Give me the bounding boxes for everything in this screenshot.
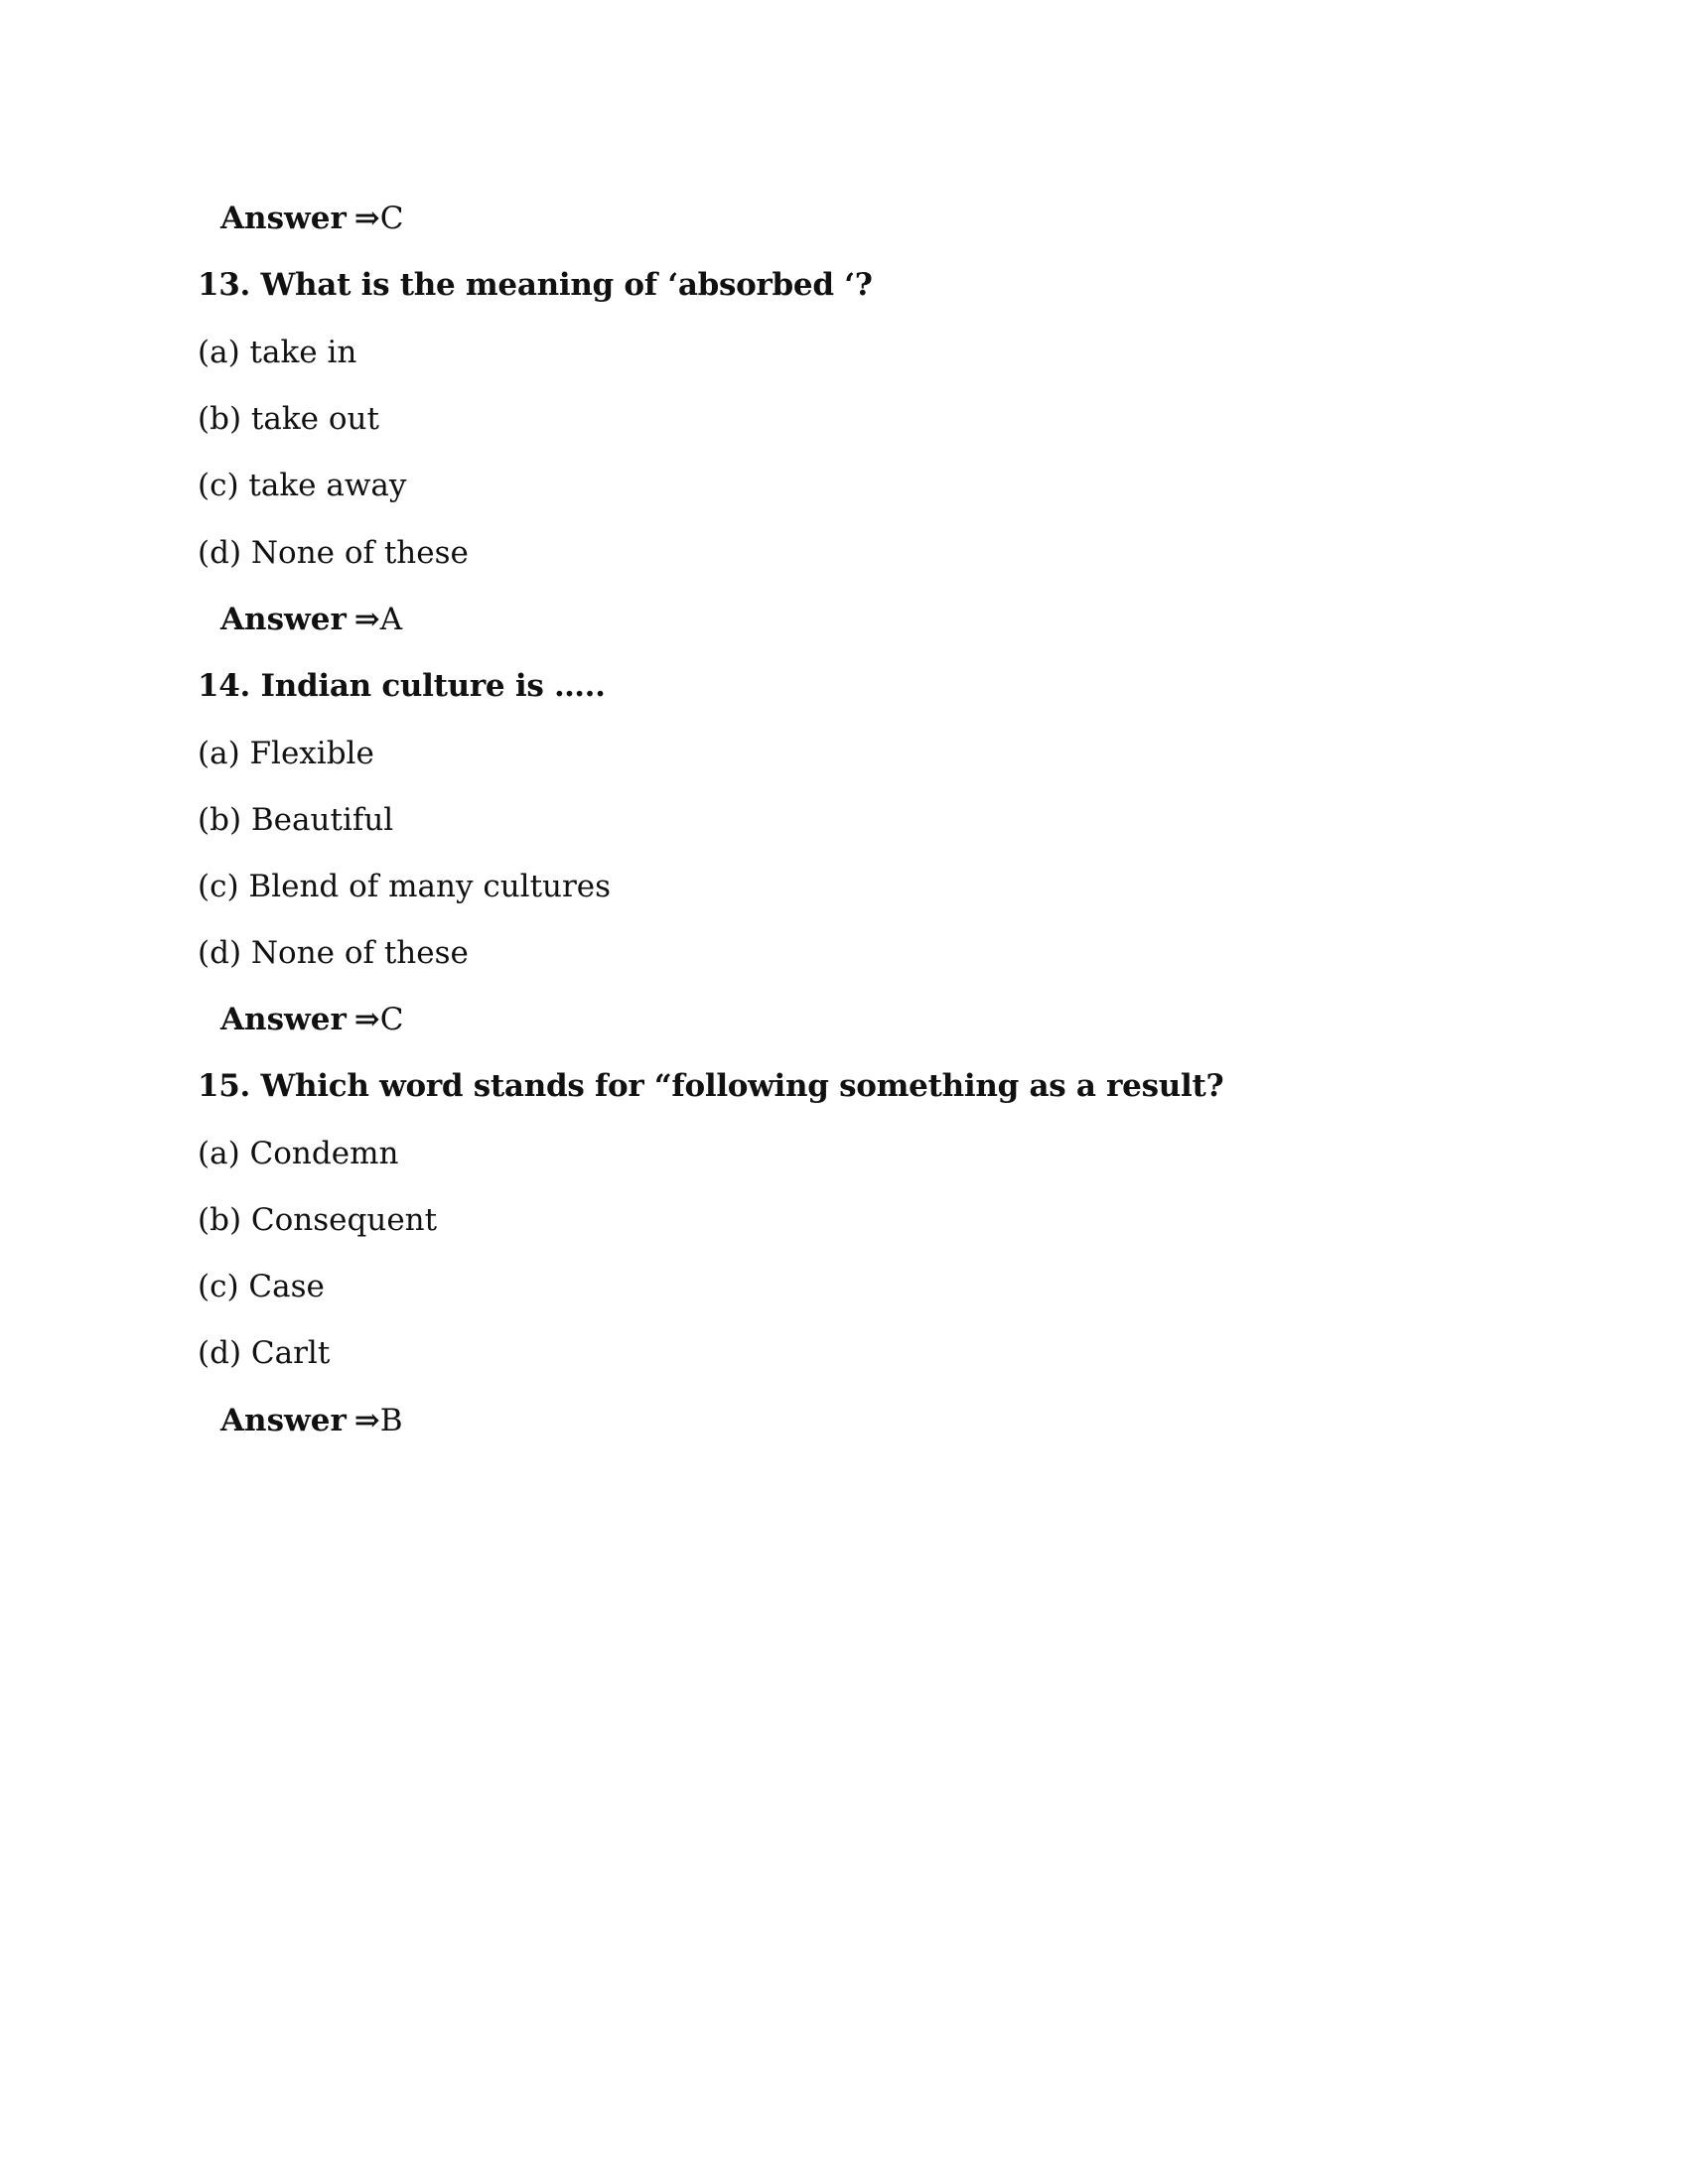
answer-line-q14 — [220, 995, 404, 1044]
question-text: What is the meaning of ‘absorbed ‘? — [260, 267, 873, 303]
option-text: Condemn — [249, 1136, 399, 1171]
q15-option-b — [198, 1195, 437, 1245]
question-text: Indian culture is ….. — [260, 668, 606, 704]
option-text: take in — [249, 335, 357, 370]
implies-arrow-icon: ⇒ — [353, 1002, 380, 1037]
option-key: (c) — [198, 1269, 239, 1304]
option-text: take away — [248, 468, 407, 503]
answer-value: B — [379, 1403, 403, 1438]
answer-line-q15 — [220, 1396, 403, 1445]
option-text: None of these — [250, 535, 469, 571]
answer-line-q12 — [220, 194, 404, 243]
question-14 — [198, 661, 606, 711]
question-text: Which word stands for “following something as a result? — [260, 1068, 1224, 1104]
answer-value: A — [379, 602, 403, 637]
question-13 — [198, 260, 873, 310]
q15-option-c — [198, 1262, 325, 1311]
q13-option-a — [198, 328, 356, 377]
answer-label: Answer — [220, 602, 347, 637]
q15-option-d — [198, 1328, 330, 1378]
option-text: Beautiful — [250, 802, 394, 838]
q14-option-d — [198, 928, 469, 978]
option-key: (b) — [198, 1202, 242, 1238]
option-key: (a) — [198, 335, 240, 370]
answer-value: C — [379, 1002, 404, 1037]
option-key: (a) — [198, 1136, 240, 1171]
question-number: 13. — [198, 267, 251, 303]
option-key: (d) — [198, 1335, 242, 1371]
option-text: Case — [248, 1269, 325, 1304]
option-key: (b) — [198, 401, 242, 437]
option-text: None of these — [250, 935, 469, 971]
option-text: Flexible — [249, 736, 374, 771]
implies-arrow-icon: ⇒ — [353, 602, 380, 637]
answer-label: Answer — [220, 201, 347, 236]
implies-arrow-icon: ⇒ — [353, 1403, 380, 1438]
q13-option-d — [198, 528, 469, 578]
implies-arrow-icon: ⇒ — [353, 201, 380, 236]
option-text: take out — [250, 401, 379, 437]
answer-line-q13 — [220, 595, 402, 644]
question-number: 14. — [198, 668, 251, 704]
q14-option-a — [198, 729, 374, 778]
q13-option-b — [198, 394, 379, 444]
option-text: Blend of many cultures — [248, 869, 612, 904]
option-key: (d) — [198, 535, 242, 571]
option-key: (c) — [198, 869, 239, 904]
option-key: (c) — [198, 468, 239, 503]
option-text: Carlt — [250, 1335, 331, 1371]
question-number: 15. — [198, 1068, 251, 1104]
option-key: (b) — [198, 802, 242, 838]
q14-option-b — [198, 795, 393, 845]
answer-value: C — [379, 201, 404, 236]
q13-option-c — [198, 461, 406, 510]
option-key: (d) — [198, 935, 242, 971]
option-key: (a) — [198, 736, 240, 771]
q15-option-a — [198, 1129, 398, 1178]
answer-label: Answer — [220, 1403, 347, 1438]
question-15 — [198, 1061, 1223, 1111]
option-text: Consequent — [250, 1202, 438, 1238]
answer-label: Answer — [220, 1002, 347, 1037]
q14-option-c — [198, 862, 611, 911]
